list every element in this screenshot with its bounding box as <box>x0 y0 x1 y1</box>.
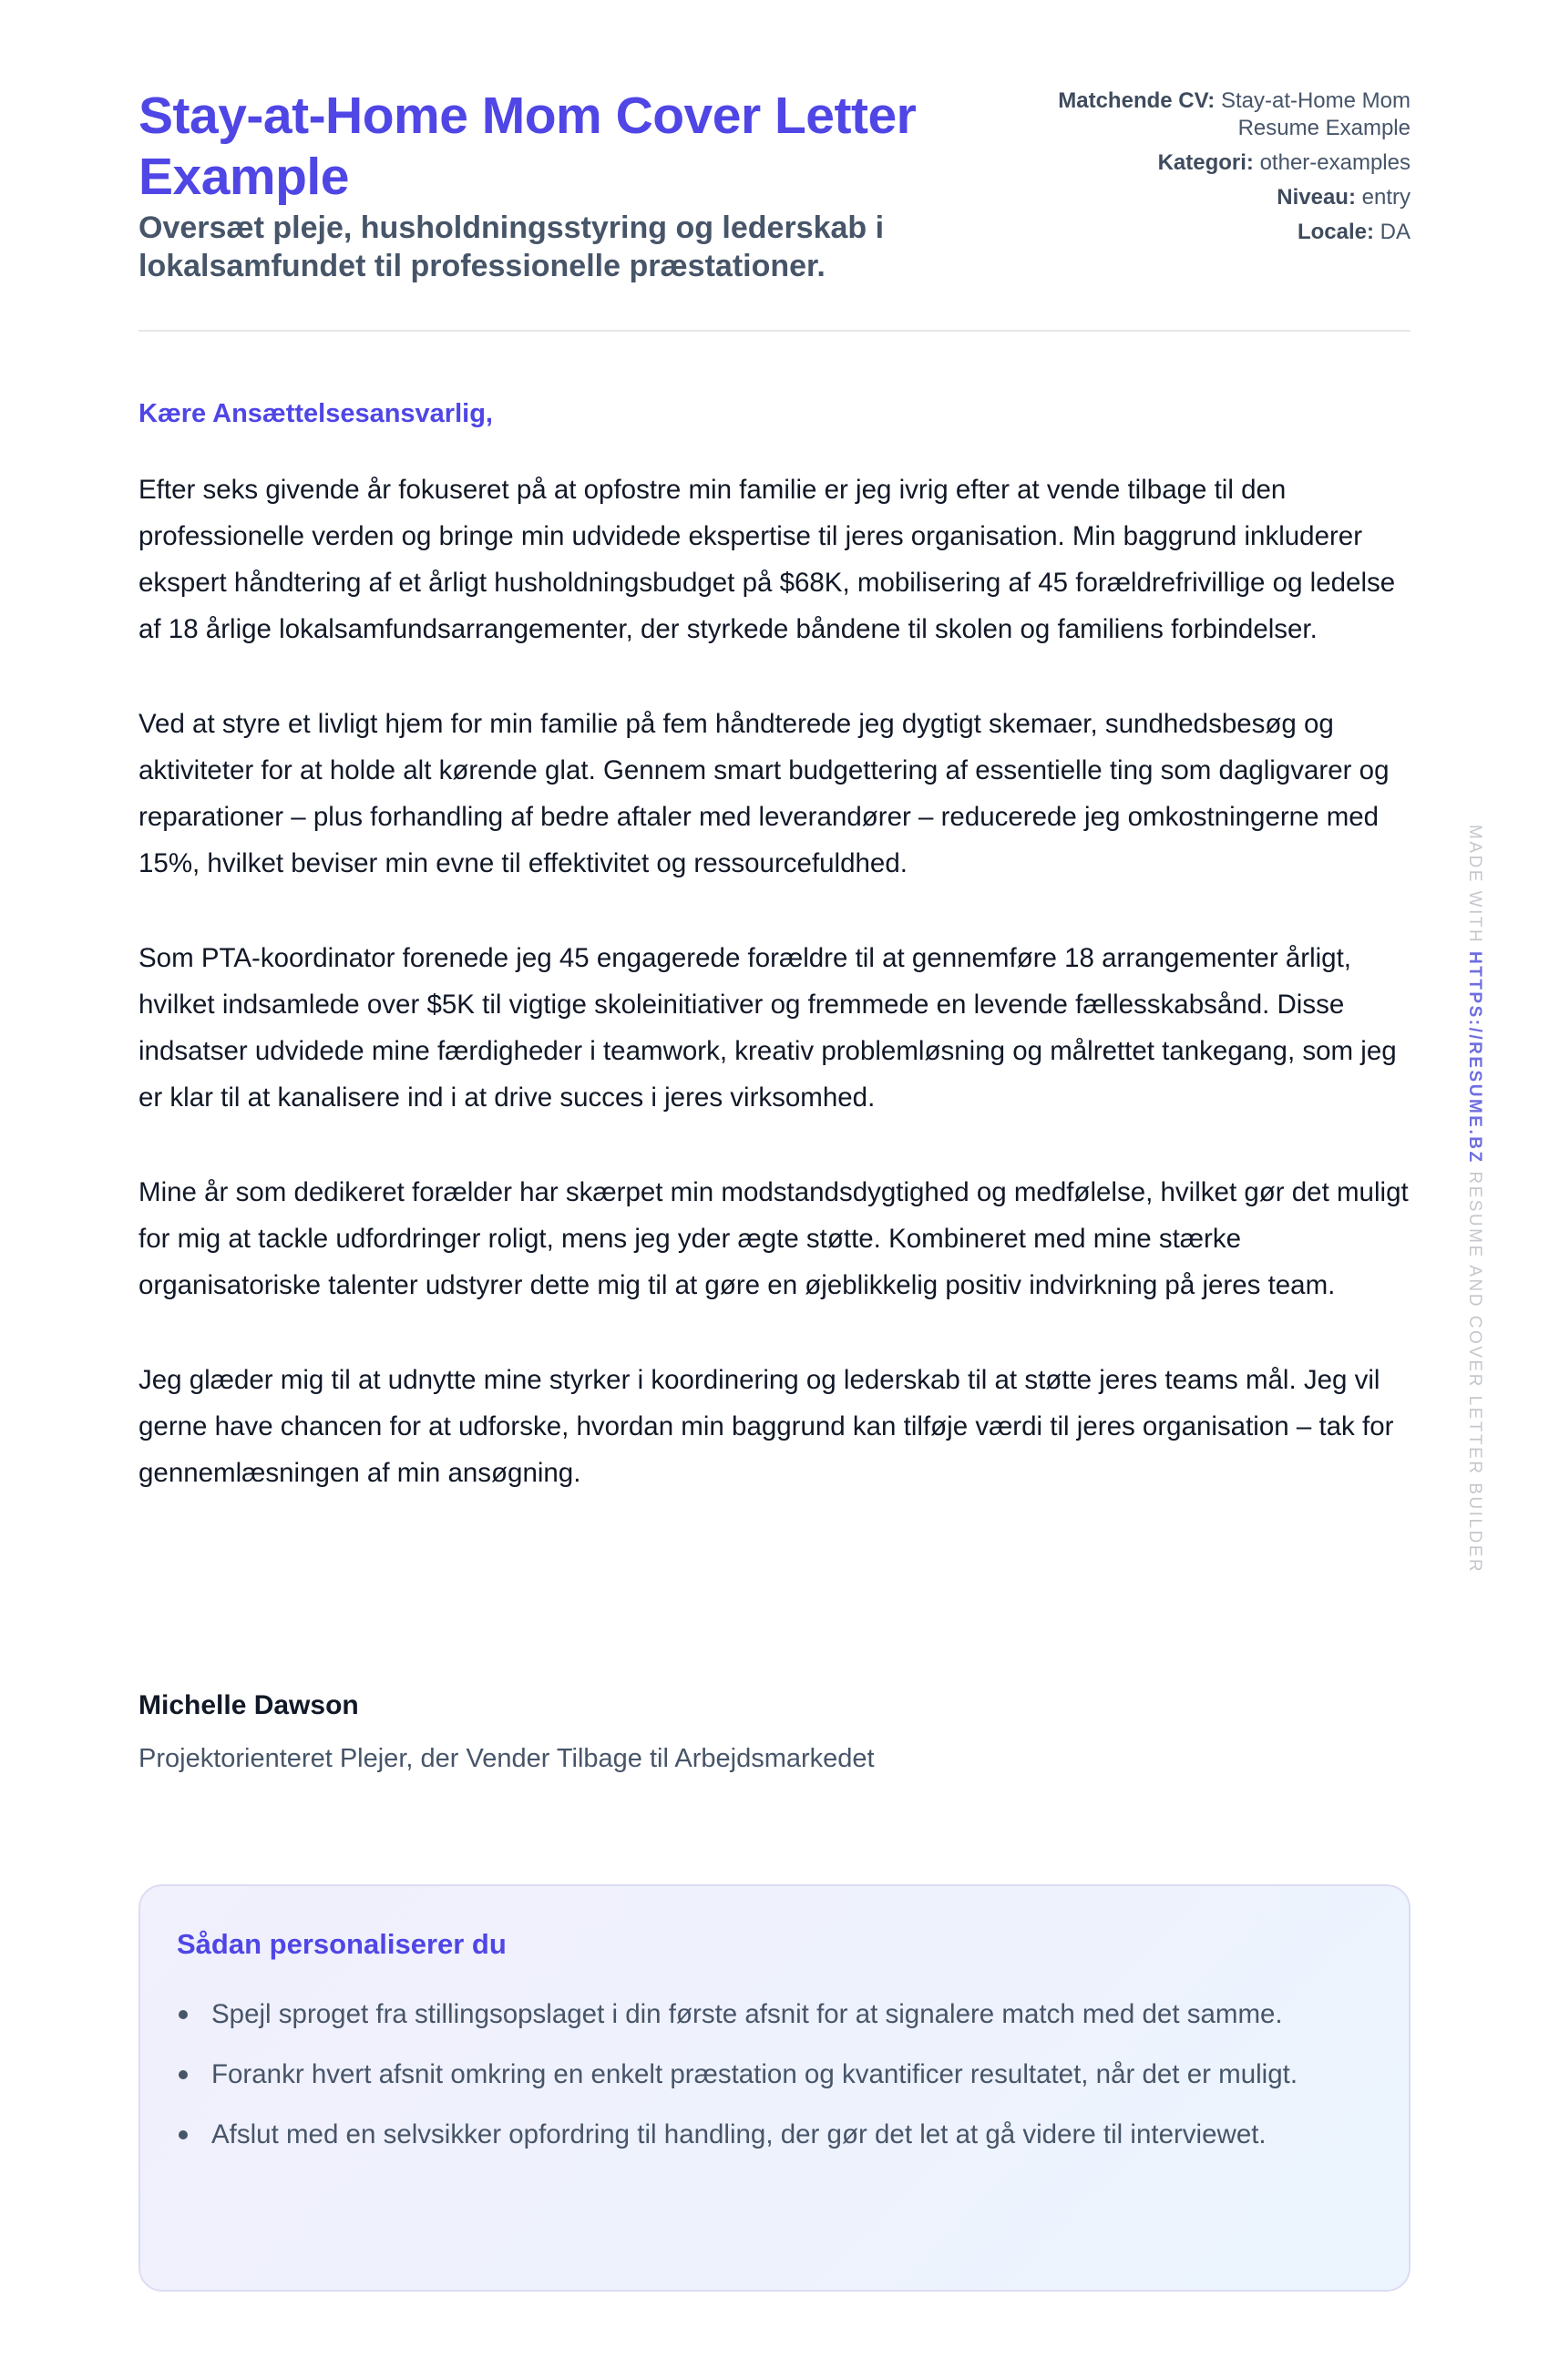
meta-key: Kategori: <box>1157 150 1254 175</box>
tips-list <box>177 1992 1380 2172</box>
meta-locale <box>1046 219 1411 246</box>
tips-title: Sådan personaliserer du <box>177 1928 507 1960</box>
meta-key: Niveau: <box>1277 185 1356 210</box>
header-divider <box>138 330 1411 332</box>
watermark-suffix: RESUME AND COVER LETTER BUILDER <box>1465 1171 1484 1575</box>
signature-name: Michelle Dawson <box>138 1690 359 1720</box>
letter-signature <box>138 1688 875 1777</box>
meta-key: Matchende CV: <box>1058 88 1216 113</box>
tip-text: Forankr hvert afsnit omkring en enkelt præstation og kvantificer resultatet, når det er muligt. <box>211 2059 1298 2089</box>
bullet-icon <box>179 2010 188 2019</box>
meta-matching-cv <box>1046 87 1411 142</box>
cover-letter-page <box>138 0 1411 2149</box>
signature-title: Projektorienteret Plejer, der Vender Tilbage til Arbejdsmarkedet <box>138 1744 875 1773</box>
letter-paragraph: Jeg glæder mig til at udnytte mine styrker i koordinering og lederskab til at støtte jeres teams mål. Jeg vil gerne have chancen for at udforske, hvordan min baggrund kan tilføje værdi til jeres organisation – tak for gennemlæsningen af min ansøgning. <box>138 1365 1394 1488</box>
meta-value: other-examples <box>1259 150 1411 175</box>
letter-paragraph: Som PTA-koordinator forenede jeg 45 engagerede forældre til at gennemføre 18 arrangementer årligt, hvilket indsamlede over $5K til vigtige skoleinitiativer og fremmede en levende fællesskabsånd. Disse indsatser udvidede mine færdigheder i teamwork, kreativ problemløsning og målrettet tankegang, som jeg er klar til at kanalisere ind i at drive succes i jeres virksomhed. <box>138 943 1397 1113</box>
letter-body <box>138 467 1411 1544</box>
meta-key: Locale: <box>1297 220 1374 244</box>
tips-list-item <box>177 2052 1380 2098</box>
bullet-icon <box>179 2130 188 2139</box>
meta-value: DA <box>1380 220 1411 244</box>
watermark-link[interactable]: HTTPS://RESUME.BZ <box>1465 951 1484 1164</box>
tips-list-item <box>177 2112 1380 2158</box>
personalization-tips-box <box>138 1884 1411 2292</box>
watermark-prefix: MADE WITH <box>1465 825 1484 945</box>
meta-info <box>1046 87 1411 253</box>
bullet-icon <box>179 2070 188 2079</box>
meta-level <box>1046 184 1411 211</box>
letter-paragraph: Ved at styre et livligt hjem for min familie på fem håndterede jeg dygtigt skemaer, sundhedsbesøg og aktiviteter for at holde alt kørende glat. Gennem smart budgettering af essentielle ting som dagligvarer og reparationer – plus forhandling af bedre aftaler med leverandører – reducerede jeg omkostningerne med 15%, hvilket beviser min evne til effektivitet og ressourcefuldhed. <box>138 709 1390 878</box>
meta-value: entry <box>1361 185 1411 210</box>
page-subtitle: Oversæt pleje, husholdningsstyring og lederskab i lokalsamfundet til professionelle præstationer. <box>138 210 885 283</box>
page-header <box>138 0 1411 332</box>
letter-greeting: Kære Ansættelsesansvarlig, <box>138 399 493 428</box>
tip-text: Afslut med en selvsikker opfordring til handling, der gør det let at gå videre til interviewet. <box>211 2119 1267 2149</box>
page-title: Stay-at-Home Mom Cover Letter Example <box>138 87 917 206</box>
meta-category <box>1046 149 1411 177</box>
watermark <box>1464 825 1484 1574</box>
letter-paragraph: Mine år som dedikeret forælder har skærpet min modstandsdygtighed og medfølelse, hvilket gør det muligt for mig at tackle udfordringer roligt, mens jeg yder ægte støtte. Kombineret med mine stærke organisatoriske talenter udstyrer dette mig til at gøre en øjeblikkelig positiv indvirkning på jeres team. <box>138 1177 1409 1300</box>
letter-paragraph: Efter seks givende år fokuseret på at opfostre min familie er jeg ivrig efter at vende tilbage til den professionelle verden og bringe min udvidede ekspertise til jeres organisation. Min baggrund inkluderer ekspert håndtering af et årligt husholdningsbudget på $68K, mobilisering af 45 forældrefrivillige og ledelse af 18 årlige lokalsamfundsarrangementer, der styrkede båndene til skolen og familiens forbindelser. <box>138 475 1396 644</box>
tip-text: Spejl sproget fra stillingsopslaget i din første afsnit for at signalere match med det samme. <box>211 1999 1283 2029</box>
meta-value: Stay-at-Home Mom Resume Example <box>1220 88 1411 140</box>
tips-list-item <box>177 1992 1380 2037</box>
